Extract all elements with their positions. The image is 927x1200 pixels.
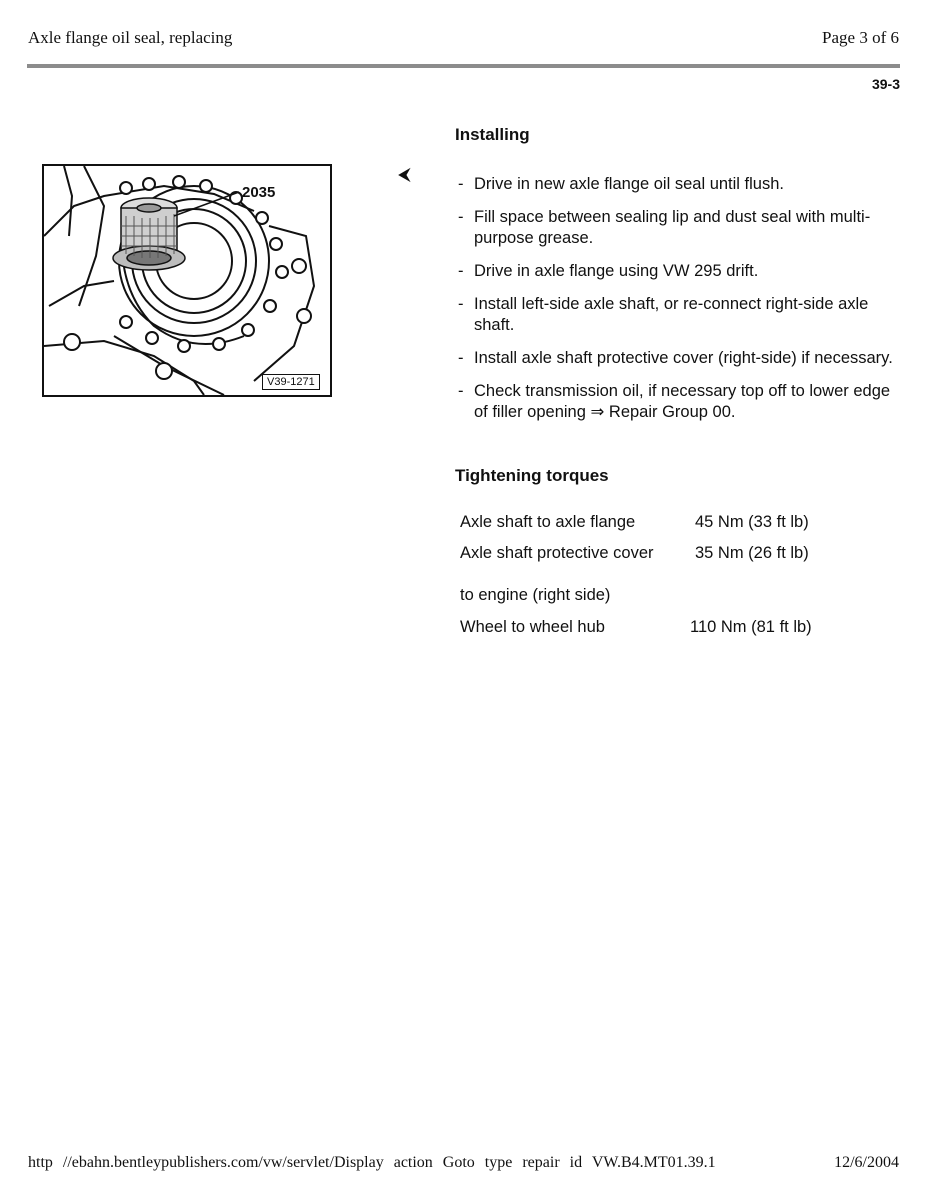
list-item: - Drive in axle flange using VW 295 drift. (458, 262, 759, 280)
torque-value: 45 Nm (33 ft lb) (695, 513, 809, 531)
torque-value: 35 Nm (26 ft lb) (695, 544, 809, 562)
figure-reference: V39-1271 (262, 374, 320, 390)
torque-item: Axle shaft to axle flange (460, 513, 636, 531)
list-item: - Drive in new axle flange oil seal until flush. (458, 175, 784, 193)
page-header-title: Axle flange oil seal, replacing (28, 28, 233, 47)
torque-row (460, 513, 809, 532)
footer-date: 12/6/2004 (834, 1154, 899, 1171)
torque-item: Wheel to wheel hub (460, 618, 605, 636)
list-item: - Check transmission oil, if necessary top off to lower edge of filler opening ⇒ Repair Group 00. (458, 382, 891, 421)
installing-steps (456, 174, 896, 435)
torques-heading: Tightening torques (455, 466, 609, 485)
torque-row (460, 618, 812, 637)
torque-row (460, 544, 809, 563)
torque-item: to engine (right side) (460, 586, 611, 604)
torque-item: Axle shaft protective cover (460, 544, 654, 562)
figure-callout: 2035 (242, 184, 276, 201)
transmission-drawing (44, 166, 330, 395)
list-item: - Install axle shaft protective cover (right-side) if necessary. (458, 349, 893, 367)
torque-row (460, 586, 610, 605)
list-item: - Install left-side axle shaft, or re-connect right-side axle shaft. (458, 295, 869, 334)
figure-pointer-icon: ⮜ (398, 164, 411, 184)
header-divider (27, 64, 900, 68)
page-number: Page 3 of 6 (822, 28, 899, 47)
torque-value: 110 Nm (81 ft lb) (690, 618, 812, 636)
list-item: - Fill space between sealing lip and dust seal with multi-purpose grease. (458, 208, 871, 247)
footer-url: http //ebahn.bentleypublishers.com/vw/servlet/Display action Goto type repair id VW.B4.MT01.39.1 (28, 1154, 716, 1171)
figure-illustration (42, 164, 332, 397)
installing-heading: Installing (455, 125, 530, 144)
section-code: 39-3 (871, 76, 900, 92)
